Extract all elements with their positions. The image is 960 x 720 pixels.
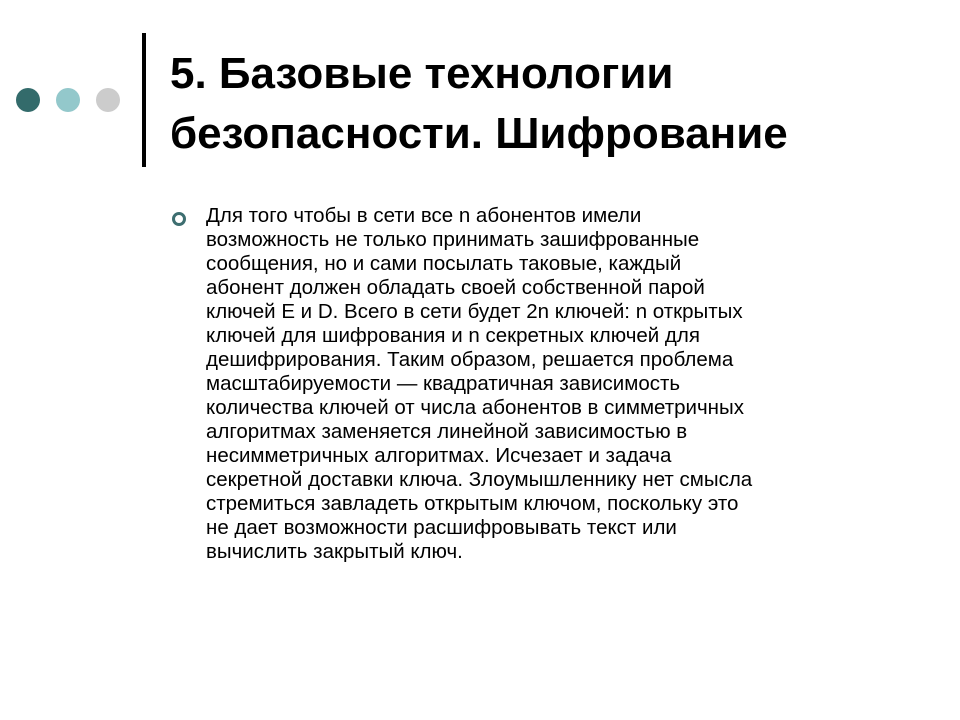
decorative-dot-dark: [16, 88, 40, 112]
bullet-text: [206, 204, 752, 564]
title-line: безопасности. Шифрование: [170, 109, 788, 158]
slide-title: [170, 44, 788, 164]
body-line: дешифрирования. Таким образом, решается проблема: [206, 348, 734, 371]
body-line: стремиться завладеть открытым ключом, поскольку это: [206, 492, 739, 515]
body-line: количества ключей от числа абонентов в симметричных: [206, 396, 744, 419]
decorative-dot-gray: [96, 88, 120, 112]
body-line: секретной доставки ключа. Злоумышленнику нет смысла: [206, 468, 753, 491]
body-line: Для того чтобы в сети все n абонентов имели: [206, 204, 642, 227]
title-line: 5. Базовые технологии: [170, 49, 674, 98]
body-line: сообщения, но и сами посылать таковые, каждый: [206, 252, 682, 275]
bullet-ring-icon: [172, 212, 186, 226]
body-line: вычислить закрытый ключ.: [206, 540, 463, 563]
body-line: масштабируемости — квадратичная зависимость: [206, 372, 681, 395]
body-line: не дает возможности расшифровывать текст или: [206, 516, 677, 539]
body-line: ключей для шифрования и n секретных ключей для: [206, 324, 700, 347]
body-line: несимметричных алгоритмах. Исчезает и задача: [206, 444, 672, 467]
body-line: возможность не только принимать зашифрованные: [206, 228, 700, 251]
body-line: алгоритмах заменяется линейной зависимостью в: [206, 420, 688, 443]
title-divider: [142, 33, 146, 167]
body-line: ключей E и D. Всего в сети будет 2n ключей: n открытых: [206, 300, 743, 323]
body-line: абонент должен обладать своей собственной парой: [206, 276, 705, 299]
decorative-dot-light: [56, 88, 80, 112]
